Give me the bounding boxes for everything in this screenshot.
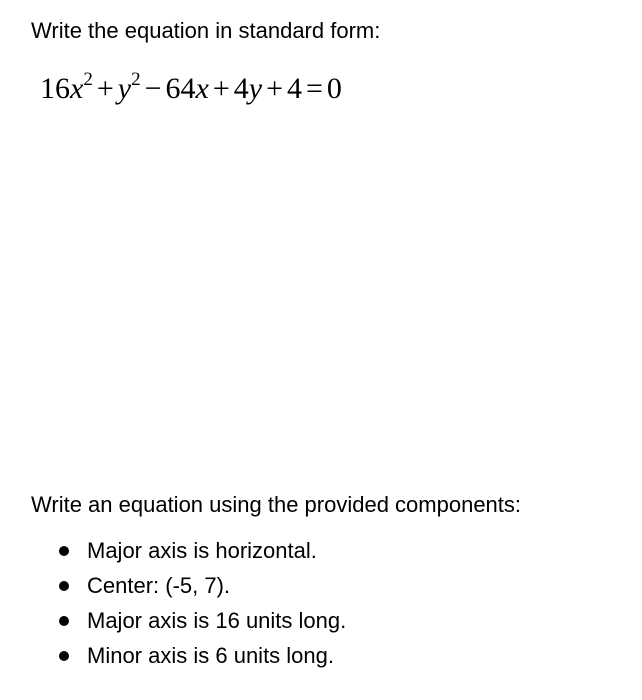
bullet-icon <box>59 581 69 591</box>
equals-op: = <box>306 72 323 105</box>
list-item-text: Major axis is horizontal. <box>87 538 317 563</box>
bullet-icon <box>59 546 69 556</box>
list-item-text: Center: (-5, 7). <box>87 573 231 598</box>
constant-4: 4 <box>287 72 302 105</box>
coef-4: 4 <box>233 72 249 105</box>
var-y-linear: y <box>248 72 263 105</box>
standard-form-prompt: Write the equation in standard form: <box>31 18 381 43</box>
conic-equation <box>40 70 342 108</box>
plus-op-3: + <box>266 72 283 105</box>
plus-op-2: + <box>212 72 230 105</box>
list-item-text: Minor axis is 6 units long. <box>87 643 334 668</box>
minus-op: − <box>144 72 162 105</box>
plus-op: + <box>96 72 114 105</box>
bullet-icon <box>59 651 69 661</box>
list-item-text: Major axis is 16 units long. <box>87 608 347 633</box>
coef-16: 16 <box>40 72 70 105</box>
components-prompt: Write an equation using the provided components: <box>31 492 522 517</box>
coef-64: 64 <box>165 72 196 105</box>
exponent-y: 2 <box>131 69 141 90</box>
var-x: x <box>70 72 84 105</box>
var-x-linear: x <box>195 72 209 105</box>
var-y: y <box>117 72 132 105</box>
rhs-zero: 0 <box>326 72 342 105</box>
exponent-x: 2 <box>83 69 93 90</box>
bullet-icon <box>59 616 69 626</box>
